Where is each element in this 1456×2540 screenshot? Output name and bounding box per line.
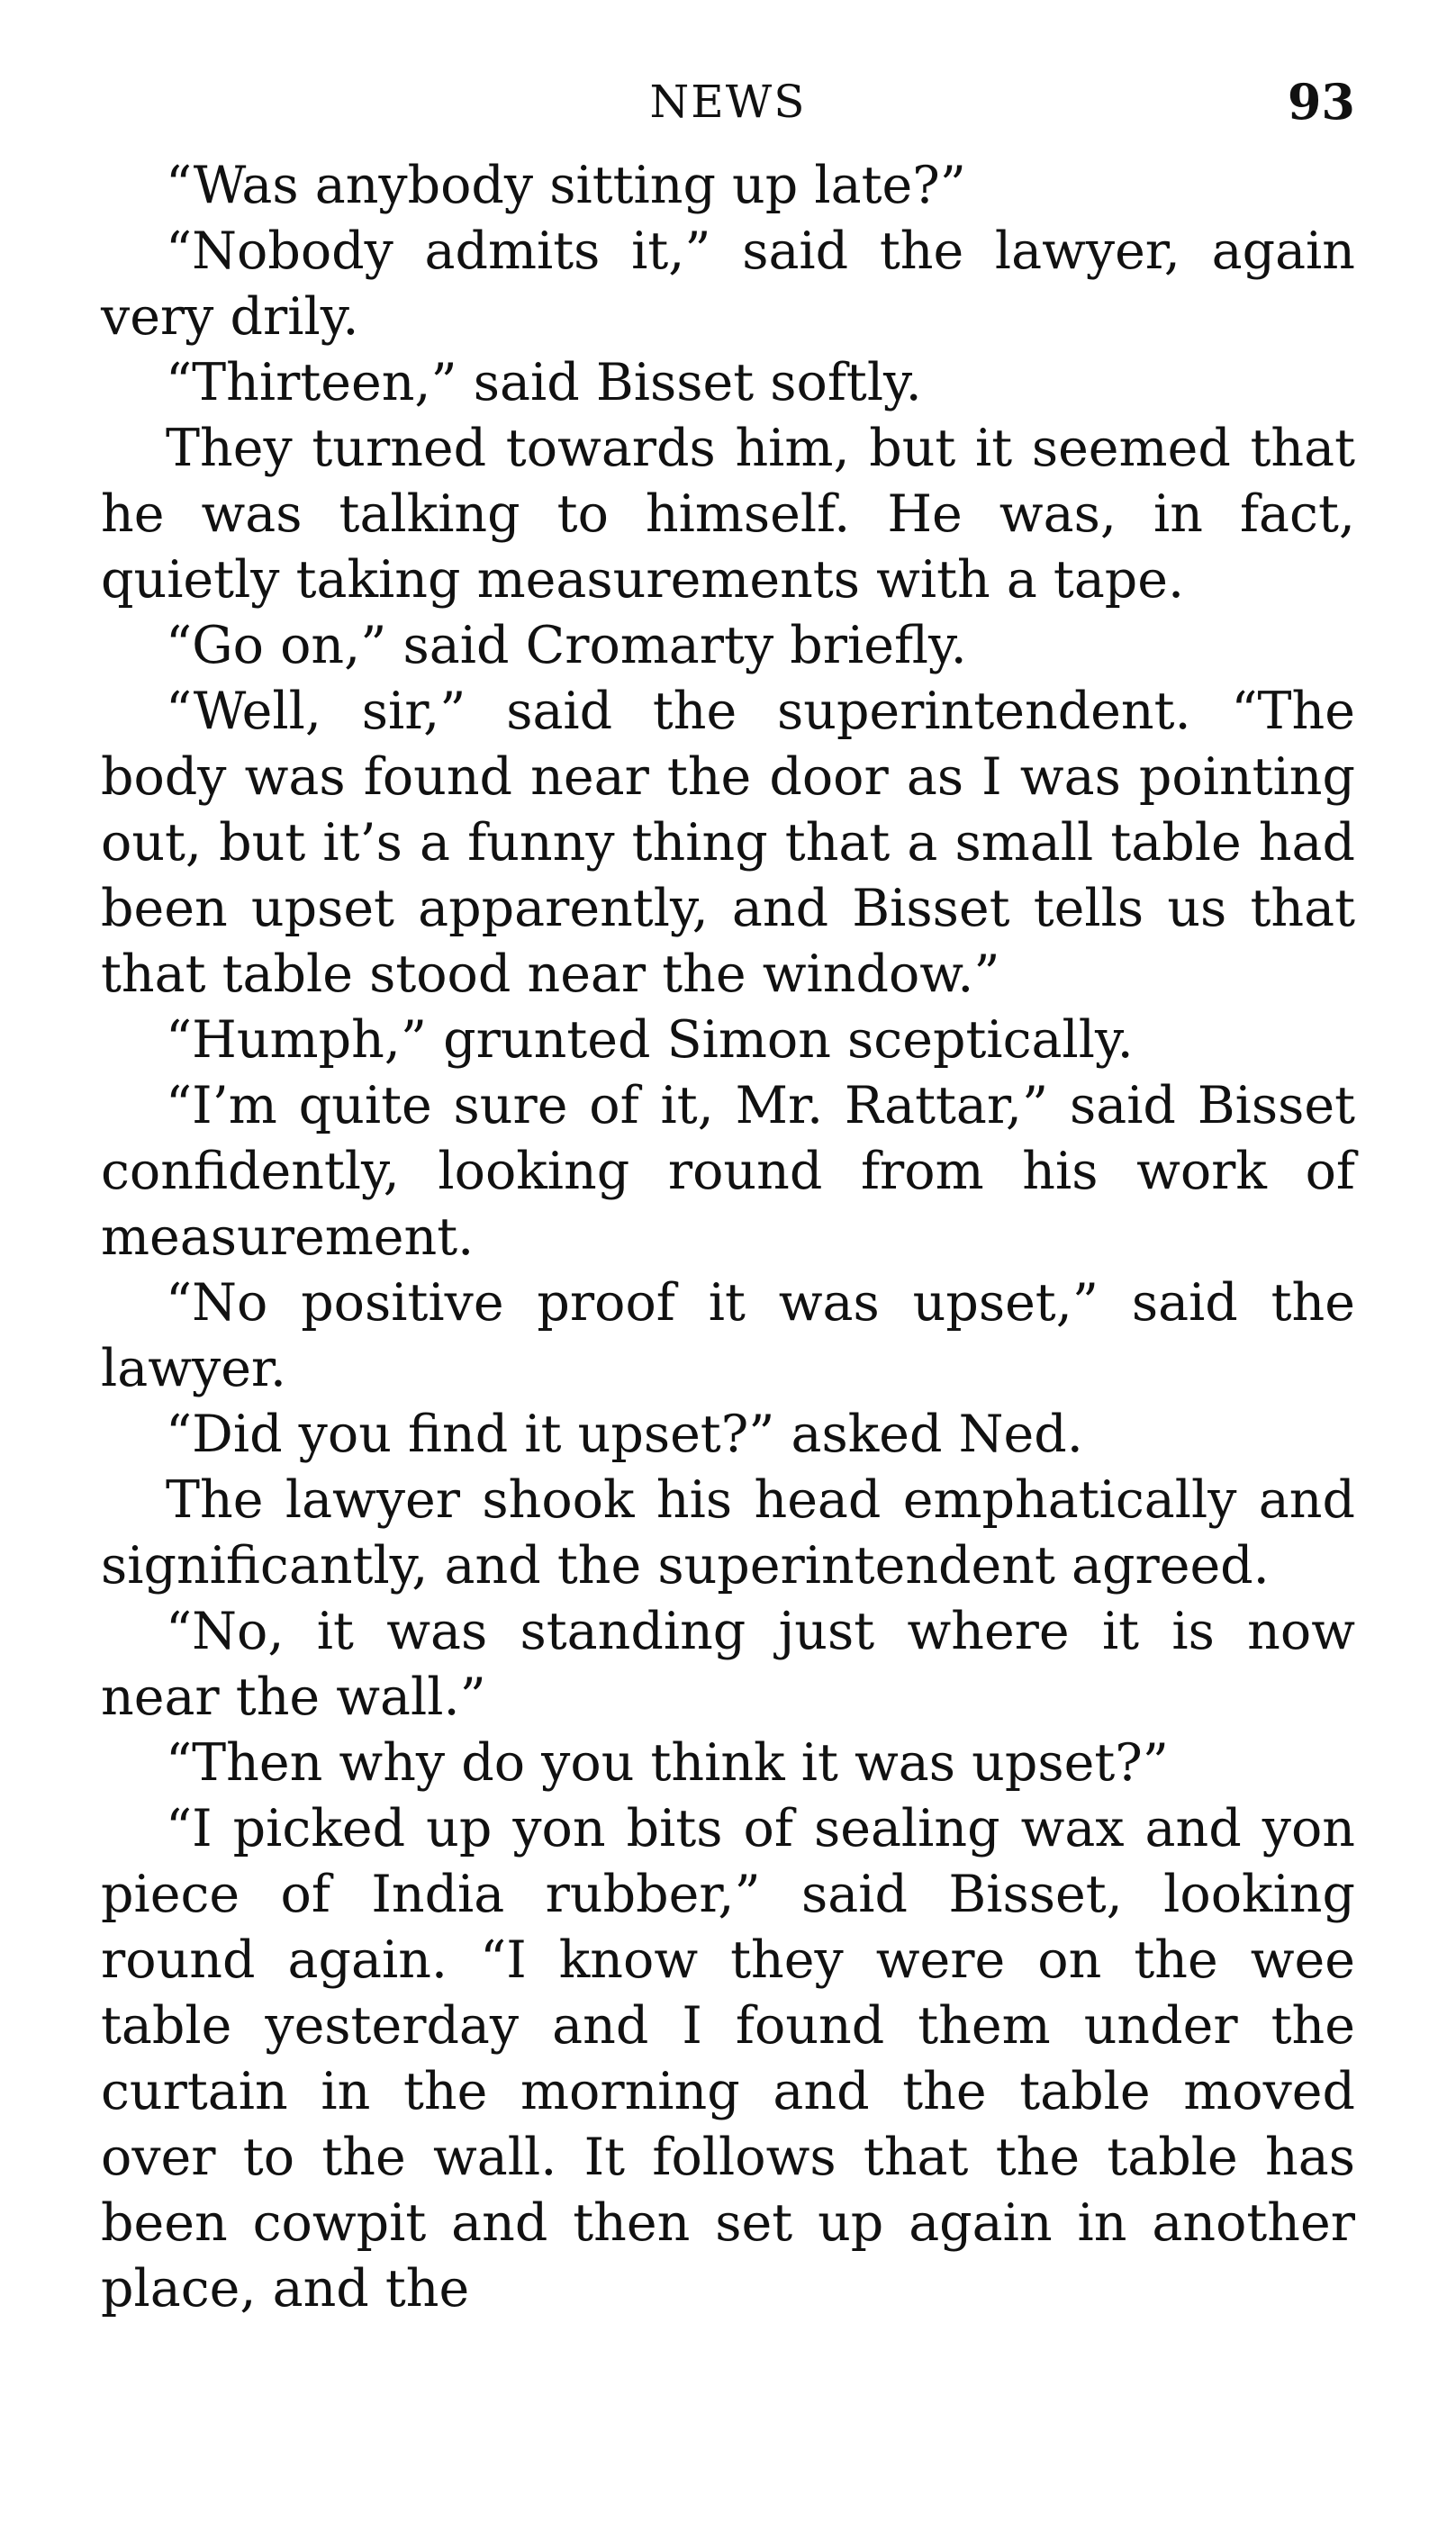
body-text: [101, 153, 1355, 2322]
running-title: NEWS: [649, 76, 807, 128]
paragraph: “Nobody admits it,” said the lawyer, again very drily.: [101, 221, 1355, 347]
page-number: 93: [1287, 73, 1355, 131]
paragraph: “No, it was standing just where it is now near the wall.”: [101, 1602, 1355, 1727]
paragraph: “I picked up yon bits of sealing wax and yon piece of India rubber,” said Bisset, looking round again. “I know they were on the wee table yesterday and I found them under the curtain in the morning and the table moved over to the wall. It follows that the table has been cowpit and then set up again in another place, and the: [101, 1799, 1355, 2319]
paragraph: “Humph,” grunted Simon sceptically.: [166, 1010, 1134, 1070]
paragraph: The lawyer shook his head emphatically and significantly, and the superintendent agreed.: [101, 1470, 1355, 1595]
paragraph: “Go on,” said Cromarty briefly.: [166, 616, 967, 675]
paragraph: “No positive proof it was upset,” said the lawyer.: [101, 1273, 1355, 1398]
paragraph: “Thirteen,” said Bisset softly.: [166, 353, 922, 412]
paragraph: “Then why do you think it was upset?”: [166, 1733, 1169, 1793]
paragraph: “Was anybody sitting up late?”: [166, 156, 966, 215]
paragraph: They turned towards him, but it seemed that he was talking to himself. He was, in fact, quietly taking measurements with a tape.: [101, 419, 1355, 610]
paragraph: “Did you find it upset?” asked Ned.: [166, 1405, 1083, 1464]
paragraph: “Well, sir,” said the superintendent. “The body was found near the door as I was pointing out, but it’s a funny thing that a small table had been upset apparently, and Bisset tells us that that table stood near the window.”: [101, 682, 1355, 1004]
paragraph: “I’m quite sure of it, Mr. Rattar,” said Bisset confidently, looking round from his work of measurement.: [101, 1076, 1355, 1267]
running-head: [101, 70, 1355, 133]
